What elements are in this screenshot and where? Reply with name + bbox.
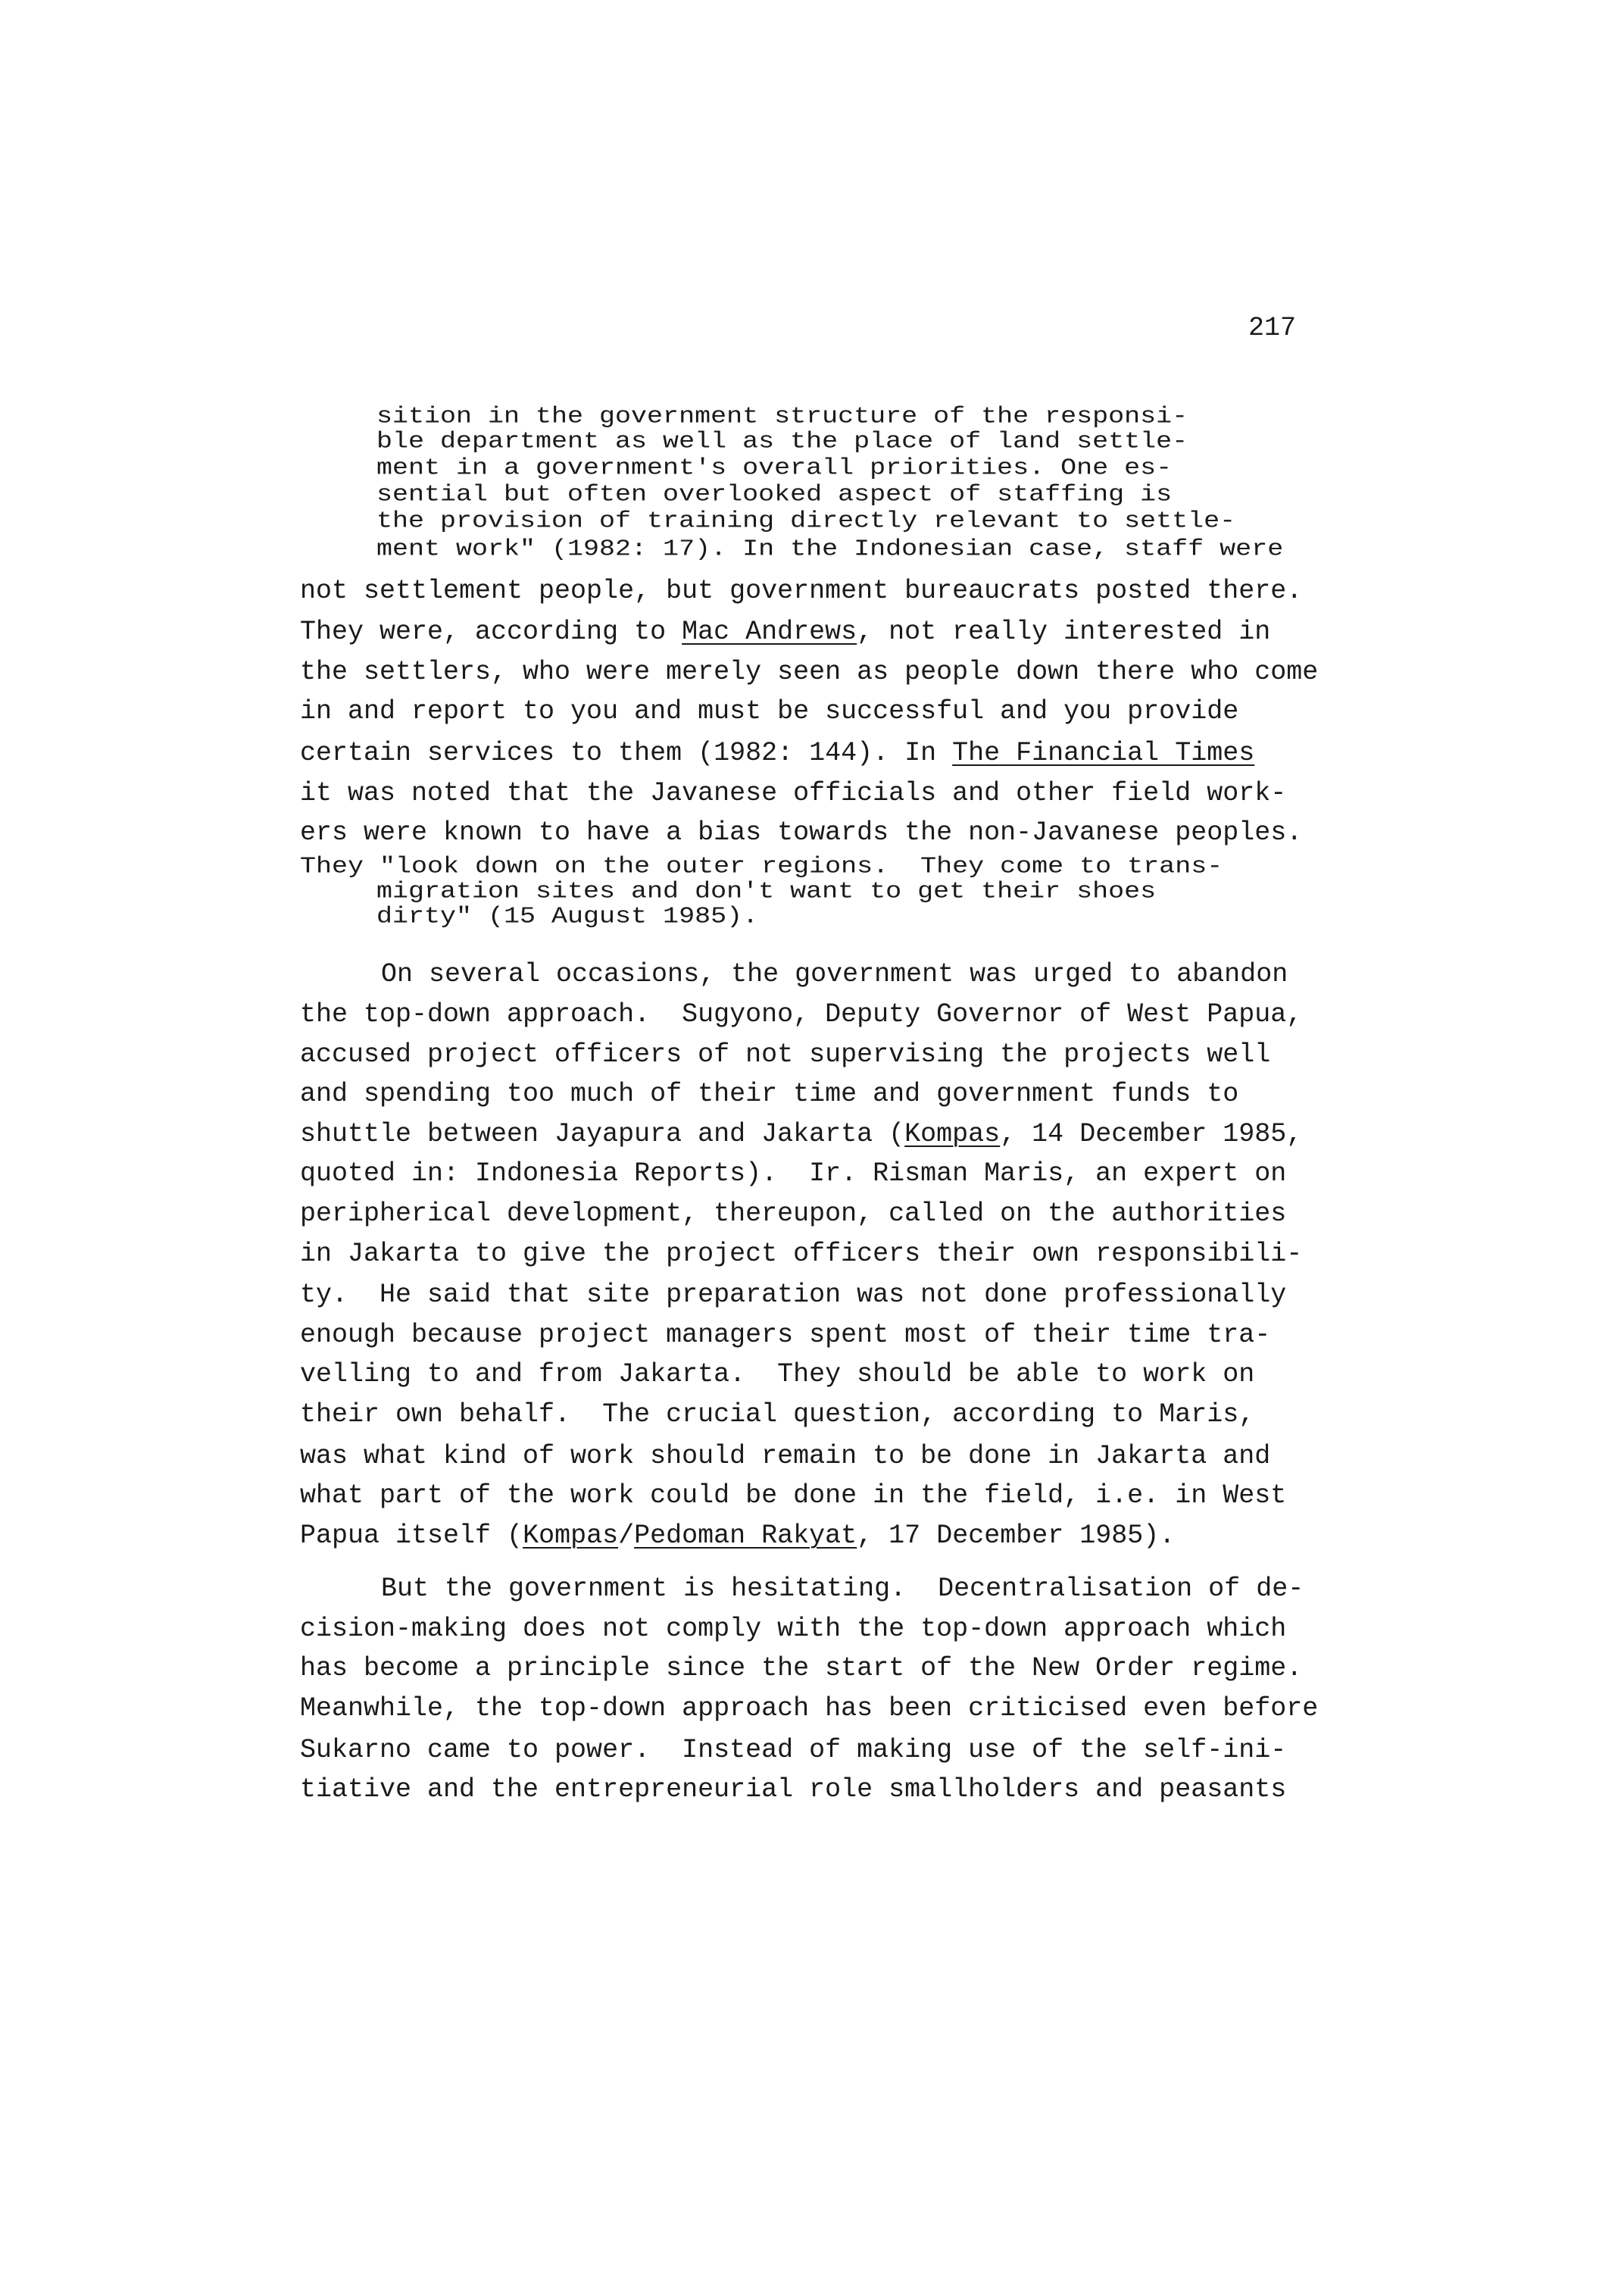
text-segment: the provision of training directly relevant to settle- [376,508,1236,535]
text-segment: in Jakarta to give the project officers their own responsibili- [300,1239,1303,1269]
underlined-citation: Kompas [523,1521,619,1551]
text-segment: / [618,1521,635,1551]
text-segment: accused project officers of not supervising the projects well [300,1039,1271,1070]
text-segment: They were, according to [300,617,682,647]
text-segment: tiative and the entrepreneurial role smallholders and peasants [300,1774,1287,1805]
text-line [300,1653,1302,1683]
text-line [300,1079,1238,1109]
text-segment: , 17 December 1985). [857,1521,1176,1551]
text-segment: the top-down approach. Sugyono, Deputy Governor of West Papua, [300,999,1303,1030]
text-line [300,1119,1302,1149]
text-line [300,1158,1286,1189]
text-segment: ty. He said that site preparation was not done professionally [300,1280,1287,1310]
text-segment: ble department as well as the place of land settle- [376,428,1188,455]
text-segment: , 14 December 1985, [1000,1119,1303,1149]
text-segment: But the government is hesitating. Decentralisation of de- [381,1574,1304,1604]
text-line [300,1521,1175,1551]
text-line [300,1774,1286,1805]
underlined-citation: Kompas [904,1119,1001,1149]
text-segment: the settlers, who were merely seen as people down there who come [300,657,1319,687]
text-segment: On several occasions, the government was urged to abandon [381,959,1288,989]
underlined-citation: The Financial Times [952,738,1255,768]
text-segment: it was noted that the Javanese officials and other field work- [300,778,1287,808]
text-segment: not settlement people, but government bureaucrats posted there. [300,576,1303,606]
text-line [300,1359,1254,1389]
text-segment: shuttle between Jayapura and Jakarta ( [300,1119,905,1149]
text-line [381,959,1288,989]
text-segment: sition in the government structure of the responsi- [376,403,1188,430]
text-segment: Meanwhile, the top-down approach has been criticised even before [300,1693,1319,1724]
text-segment: certain services to them (1982: 144). In [300,738,953,768]
text-segment: ers were known to have a bias towards the non-Javanese peoples. [300,817,1303,848]
block-quote-line [376,481,1172,508]
text-line [300,1693,1318,1724]
text-segment: cision-making does not comply with the top-down approach which [300,1614,1287,1644]
text-segment: , not really interested in [857,617,1271,647]
text-line [381,1574,1304,1604]
text-line [300,1480,1286,1511]
text-segment: ment in a government's overall priorities. One es- [376,455,1173,482]
text-line [300,1280,1286,1310]
text-segment: migration sites and don't want to get their shoes [376,878,1157,905]
text-segment: Papua itself ( [300,1521,523,1551]
text-segment: sential but often overlooked aspect of staffing is [376,481,1173,508]
block-quote-line [376,903,758,930]
block-quote-line [376,878,1156,905]
text-line [300,576,1302,606]
text-segment: has become a principle since the start of the New Order regime. [300,1653,1303,1683]
text-segment: velling to and from Jakarta. They should be able to work on [300,1359,1255,1389]
text-segment: dirty" (15 August 1985). [376,903,759,930]
text-segment: and spending too much of their time and government funds to [300,1079,1239,1109]
text-line [300,817,1302,848]
text-line [300,853,1223,880]
text-line [300,1441,1270,1471]
block-quote-line [376,536,1283,562]
text-line [300,738,1254,768]
block-quote-line [376,455,1172,481]
text-line [300,1614,1286,1644]
text-line [300,778,1286,808]
text-segment: Sukarno came to power. Instead of making use of the self-ini- [300,1735,1287,1765]
underlined-citation: Mac Andrews [682,617,857,647]
text-segment: was what kind of work should remain to be done in Jakarta and [300,1441,1271,1471]
block-quote-line [376,428,1188,455]
text-line [300,1320,1270,1350]
text-line [300,1735,1286,1765]
text-segment: peripherical development, thereupon, called on the authorities [300,1199,1287,1229]
text-segment: They "look down on the outer regions. They come to trans- [300,853,1223,880]
block-quote-line [376,508,1235,534]
text-segment: ment work" (1982: 17). In the Indonesian case, staff were [376,536,1284,563]
text-line [300,696,1238,727]
block-quote-line [376,403,1188,430]
text-line [300,657,1318,687]
text-segment: their own behalf. The crucial question, according to Maris, [300,1399,1255,1430]
text-line [300,1039,1270,1070]
text-line [300,1239,1302,1269]
underlined-citation: Pedoman Rakyat [634,1521,857,1551]
text-line [300,999,1302,1030]
text-segment: in and report to you and must be successful and you provide [300,696,1239,727]
text-segment: what part of the work could be done in the field, i.e. in West [300,1480,1287,1511]
text-line [300,1199,1286,1229]
page-number: 217 [1248,313,1297,343]
text-segment: enough because project managers spent most of their time tra- [300,1320,1271,1350]
text-line [300,617,1270,647]
text-segment: quoted in: Indonesia Reports). Ir. Risman Maris, an expert on [300,1158,1287,1189]
text-line [300,1399,1254,1430]
